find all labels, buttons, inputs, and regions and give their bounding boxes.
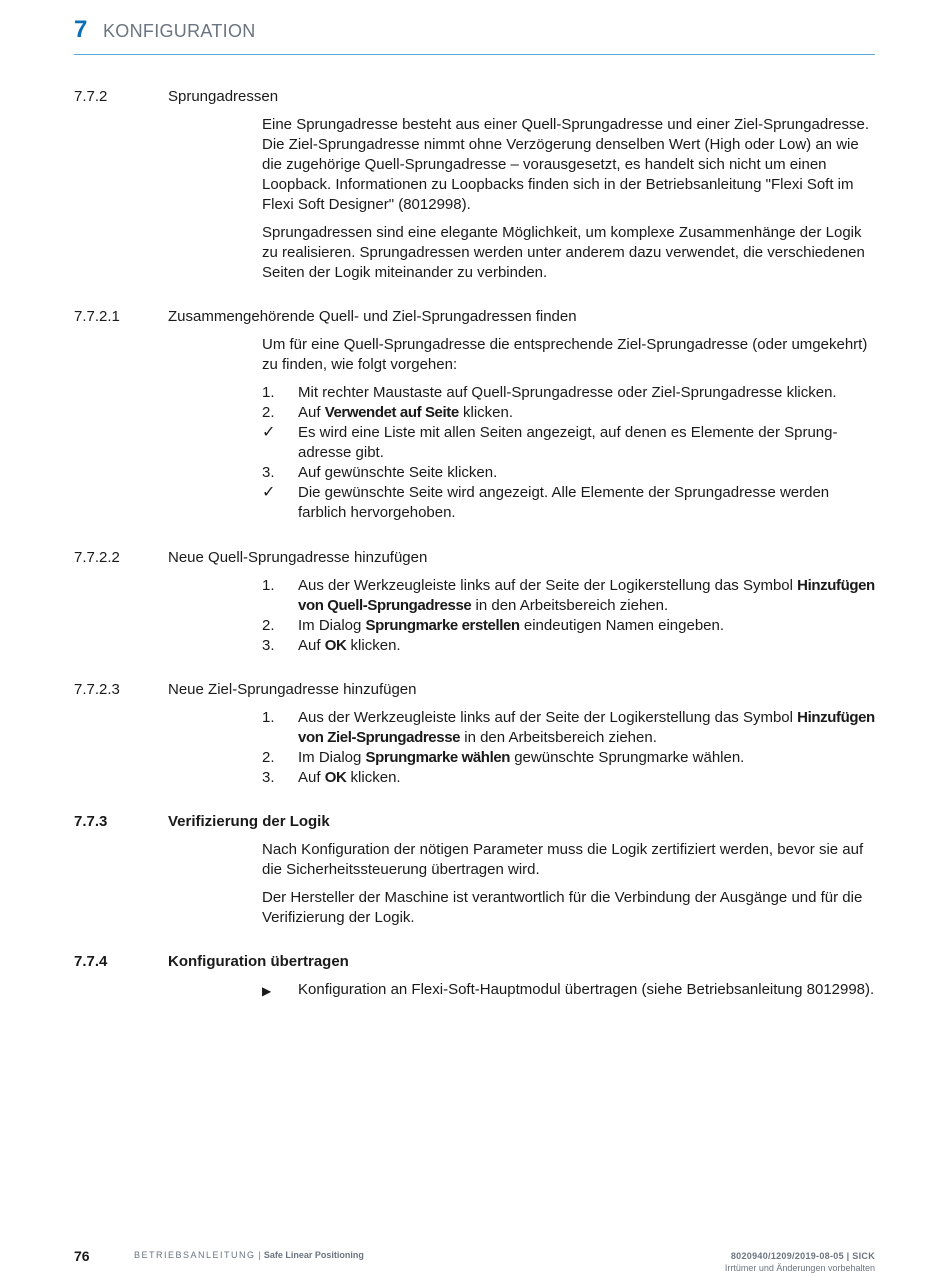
step-text-pre: Aus der Werkzeugleiste links auf der Seite der Logikerstellung das Symbol — [298, 577, 798, 594]
step-text-pre: Im Dialog — [298, 617, 366, 634]
step-number: 1. — [262, 577, 275, 594]
result-text: Die gewünschte Seite wird angezeigt. Alle Elemente der Sprungadresse werden farblich hervorgehoben. — [298, 484, 830, 521]
section-title: Neue Ziel-Sprungadresse hinzufügen — [168, 681, 417, 698]
step-text-post: eindeutigen Namen eingeben. — [519, 617, 725, 634]
paragraph: Der Hersteller der Maschine ist verantwortlich für die Verbindung der Ausgänge und für die Verifizierung der Logik. — [262, 889, 863, 926]
section-heading — [74, 952, 875, 974]
section-7-7-3 — [74, 812, 875, 936]
section-7-7-2 — [74, 87, 875, 291]
section-body — [262, 840, 875, 928]
instruction-list — [262, 383, 875, 523]
step-text-pre: Im Dialog — [298, 749, 366, 766]
ui-element-name: OK — [324, 637, 347, 654]
section-body — [262, 576, 875, 656]
separator: | — [258, 1250, 261, 1260]
section-number: 7.7.4 — [74, 953, 108, 970]
list-item — [262, 403, 875, 423]
step-text-pre: Auf — [298, 769, 325, 786]
step-text-pre: Aus der Werkzeugleiste links auf der Seite der Logikerstellung das Symbol — [298, 709, 798, 726]
step-text: Mit rechter Maustaste auf Quell-Sprungadresse oder Ziel-Sprungadresse klicken. — [298, 384, 837, 401]
step-text: Auf gewünschte Seite klicken. — [298, 464, 498, 481]
section-number: 7.7.2.3 — [74, 681, 120, 698]
ui-element-name: OK — [324, 769, 347, 786]
list-item — [262, 576, 875, 616]
paragraph: Nach Konfiguration der nötigen Parameter muss die Logik zertifiziert werden, bevor sie auf die Sicherheitssteuerung übertragen wird. — [262, 841, 864, 878]
arrow-right-icon: ▶ — [262, 984, 272, 998]
step-number: 1. — [262, 709, 275, 726]
step-text-post: klicken. — [458, 404, 513, 421]
ui-element-name: Sprungmarke erstellen — [365, 617, 520, 634]
chapter-title: KONFIGURATION — [103, 21, 256, 41]
document-id: 8020940/1209/2019-08-05 | SICK — [730, 1251, 875, 1261]
list-item — [262, 383, 875, 403]
section-7-7-2-2 — [74, 548, 875, 656]
disclaimer: Irrtümer und Änderungen vorbehalten — [724, 1263, 875, 1273]
chapter-number: 7 — [74, 16, 88, 43]
step-text: Konfiguration an Flexi-Soft-Hauptmodul übertragen (siehe Betriebsanleitung 8012998). — [298, 981, 875, 998]
paragraph: Sprungadressen sind eine elegante Möglichkeit, um komplexe Zusammenhänge der Logik zu realisieren. Sprungadressen werden unter anderem dazu verwendet, die verschiedenen Seiten der Logik miteinander zu verbinden. — [262, 224, 865, 281]
section-title: Verifizierung der Logik — [168, 813, 330, 830]
list-item — [262, 423, 875, 463]
section-body — [262, 115, 875, 283]
step-text-post: klicken. — [346, 769, 401, 786]
list-item — [262, 616, 875, 636]
ui-element-name: Hinzufügen von Ziel-Sprungadresse — [298, 709, 875, 746]
step-text-pre: Auf — [298, 637, 325, 654]
list-item — [262, 980, 875, 1000]
section-heading — [74, 812, 875, 834]
paragraph: Um für eine Quell-Sprungadresse die entsprechende Ziel-Sprungadresse (oder umgekehrt) zu finden, wie folgt vorgehen: — [262, 336, 868, 373]
step-text-post: klicken. — [346, 637, 401, 654]
section-body — [262, 708, 875, 788]
step-number: 2. — [262, 749, 275, 766]
section-body — [262, 980, 875, 1000]
section-7-7-2-3 — [74, 680, 875, 788]
section-heading — [74, 548, 875, 570]
footer-info — [725, 1250, 875, 1274]
product-name: Safe Linear Positioning — [263, 1250, 364, 1260]
section-title: Neue Quell-Sprungadresse hinzufügen — [168, 549, 428, 566]
section-heading — [74, 307, 875, 329]
step-text-pre: Auf — [298, 404, 325, 421]
step-text-post: gewünschte Sprungmarke wählen. — [510, 749, 745, 766]
step-number: 2. — [262, 404, 275, 421]
page-number: 76 — [74, 1248, 90, 1264]
step-number: 3. — [262, 464, 275, 481]
list-item — [262, 636, 875, 656]
instruction-list — [262, 980, 875, 1000]
section-heading — [74, 87, 875, 109]
step-number: 1. — [262, 384, 275, 401]
step-number: 2. — [262, 617, 275, 634]
checkmark-icon: ✓ — [262, 484, 276, 501]
list-item — [262, 463, 875, 483]
step-number: 3. — [262, 769, 275, 786]
section-number: 7.7.2 — [74, 88, 108, 105]
ui-element-name: Verwendet auf Seite — [324, 404, 459, 421]
ui-element-name: Sprungmarke wählen — [365, 749, 511, 766]
doc-type: BETRIEBSANLEITUNG — [134, 1250, 256, 1260]
section-number: 7.7.2.1 — [74, 308, 120, 325]
instruction-list — [262, 576, 875, 656]
list-item — [262, 708, 875, 748]
result-text: Es wird eine Liste mit allen Seiten angezeigt, auf denen es Elemente der Sprungadresse gibt. — [298, 424, 838, 461]
instruction-list — [262, 708, 875, 788]
section-7-7-2-1 — [74, 307, 875, 523]
section-number: 7.7.3 — [74, 813, 108, 830]
list-item — [262, 748, 875, 768]
step-text-post: in den Arbeitsbereich ziehen. — [471, 597, 669, 614]
list-item — [262, 768, 875, 788]
step-number: 3. — [262, 637, 275, 654]
checkmark-icon: ✓ — [262, 424, 276, 441]
step-text-post: in den Arbeitsbereich ziehen. — [460, 729, 657, 746]
section-7-7-4 — [74, 952, 875, 1000]
section-heading — [74, 680, 875, 702]
section-title: Zusammengehörende Quell- und Ziel-Sprungadressen finden — [168, 308, 577, 325]
section-title: Konfiguration übertragen — [168, 953, 349, 970]
section-body — [262, 335, 875, 523]
ui-element-name: Hinzufügen von Quell-Sprungadresse — [298, 577, 875, 614]
page-header — [74, 14, 875, 55]
section-title: Sprungadressen — [168, 88, 279, 105]
section-number: 7.7.2.2 — [74, 549, 120, 566]
footer-document-title — [134, 1250, 364, 1260]
paragraph: Eine Sprungadresse besteht aus einer Quell-Sprungadresse und einer Ziel-Sprungadresse. Die Ziel-Sprungadresse nimmt ohne Verzögerung denselben Wert (High oder Low) an wie die zugehörige Quell-Sprungadresse – vorausgesetzt, es handelt sich nicht um einen Loopback. Informationen zu Loopbacks finden sich in der Betriebsanleitung "Flexi Soft im Flexi Soft Designer" (8012998). — [262, 116, 870, 213]
list-item — [262, 483, 875, 523]
